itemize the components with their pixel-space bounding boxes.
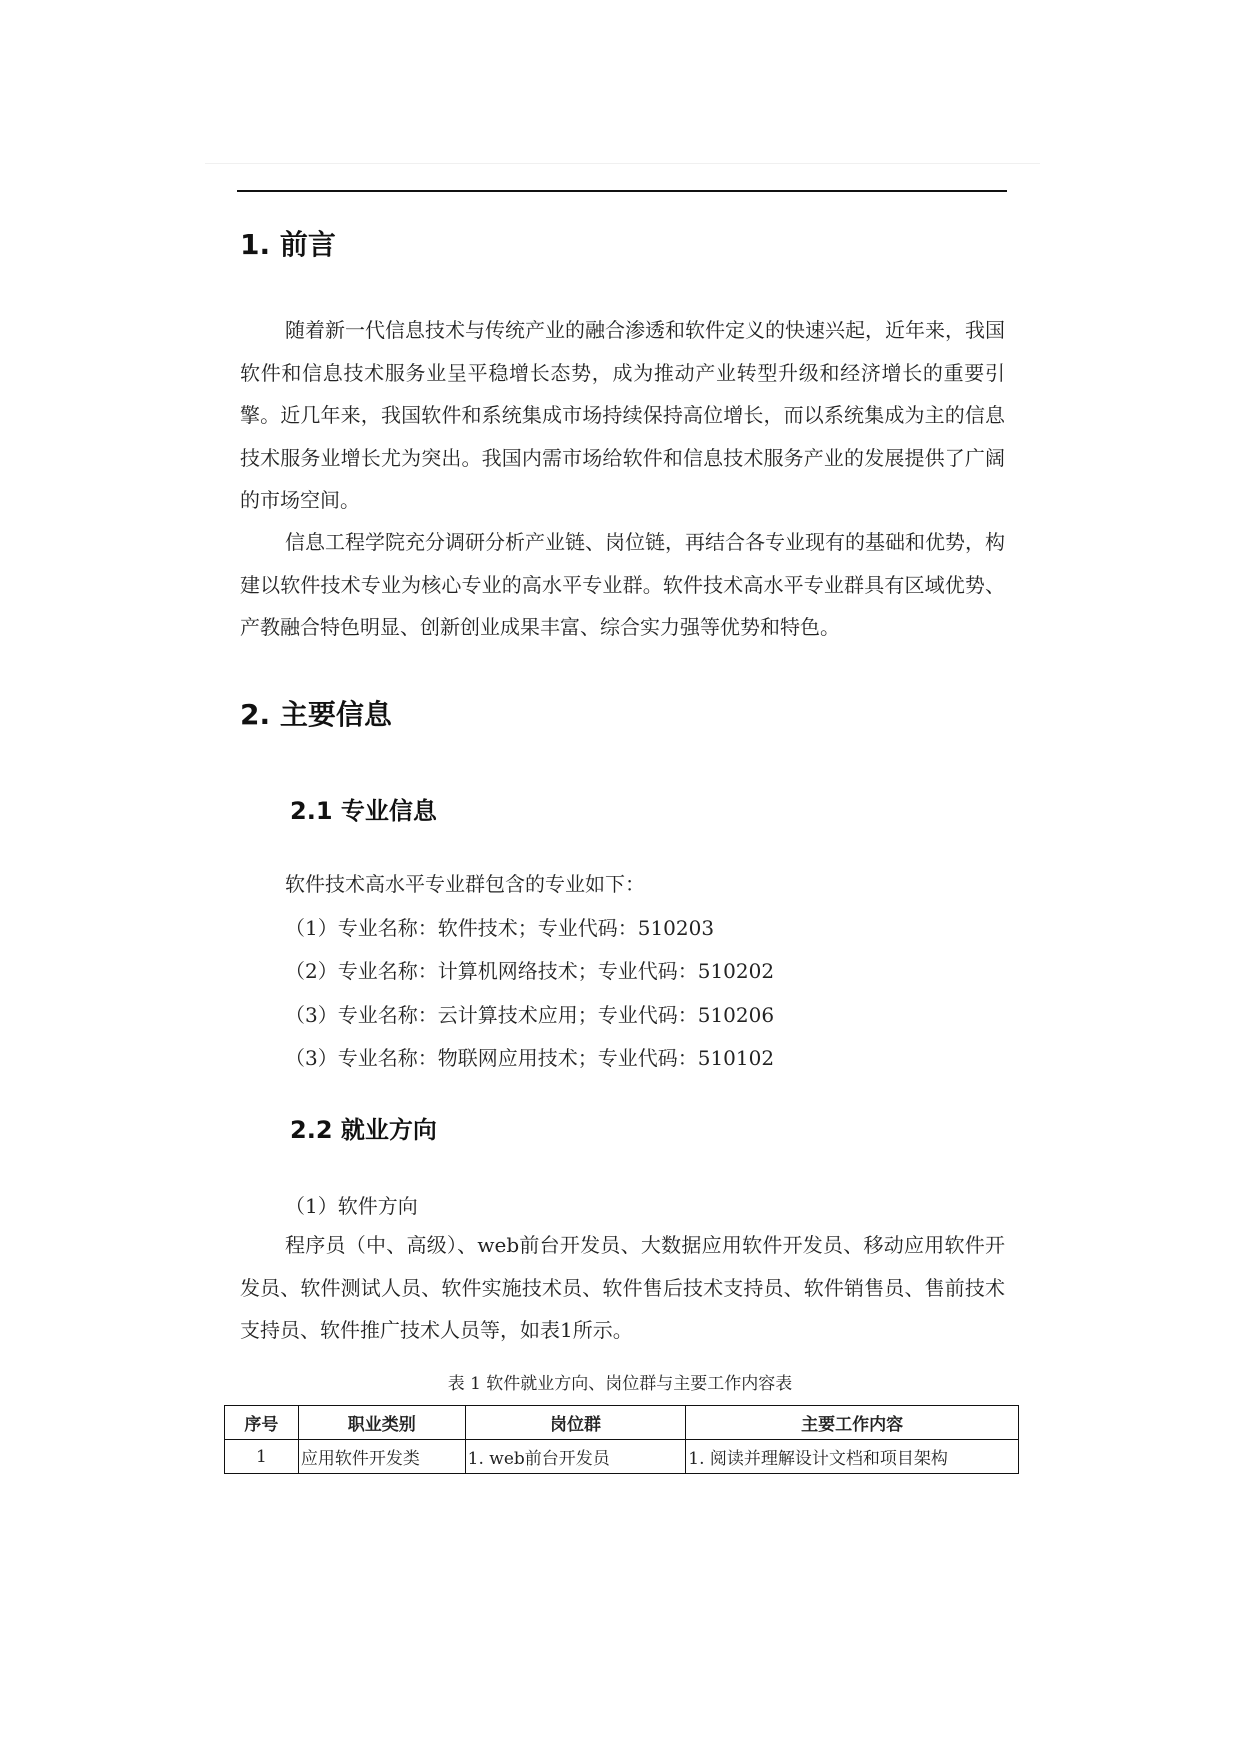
major-item: （2）专业名称：计算机网络技术；专业代码：510202 bbox=[285, 959, 775, 983]
cell-position-group: 1. web前台开发员 bbox=[465, 1440, 686, 1474]
cell-category: 应用软件开发类 bbox=[298, 1440, 465, 1474]
major-item: （3）专业名称：物联网应用技术；专业代码：510102 bbox=[285, 1046, 775, 1070]
header-cell-position-group: 岗位群 bbox=[465, 1406, 686, 1440]
subsection-2-1-heading: 2.1 专业信息 bbox=[290, 797, 437, 825]
header-rule bbox=[237, 190, 1007, 192]
page-top-shadow bbox=[205, 163, 1040, 164]
direction-label: （1）软件方向 bbox=[285, 1194, 418, 1218]
section-1-heading: 1. 前言 bbox=[240, 228, 336, 261]
table-header-row bbox=[225, 1406, 1019, 1440]
major-item: （1）专业名称：软件技术；专业代码：510203 bbox=[285, 916, 715, 940]
header-cell-index: 序号 bbox=[225, 1406, 299, 1440]
employment-paragraph: 程序员（中、高级）、web前台开发员、大数据应用软件开发员、移动应用软件开发员、软件测试人员、软件实施技术员、软件售后技术支持员、软件销售员、售前技术支持员、软件推广技术人员等，如表1所示。 bbox=[240, 1233, 1005, 1342]
majors-intro: 软件技术高水平专业群包含的专业如下： bbox=[285, 872, 645, 896]
section-2-heading: 2. 主要信息 bbox=[240, 698, 392, 731]
table-row bbox=[225, 1440, 1019, 1474]
subsection-2-2-heading: 2.2 就业方向 bbox=[290, 1116, 437, 1144]
cell-index: 1 bbox=[225, 1440, 299, 1474]
header-cell-category: 职业类别 bbox=[298, 1406, 465, 1440]
cell-main-work: 1. 阅读并理解设计文档和项目架构 bbox=[686, 1440, 1019, 1474]
intro-paragraph-1: 随着新一代信息技术与传统产业的融合渗透和软件定义的快速兴起，近年来，我国软件和信息技术服务业呈平稳增长态势，成为推动产业转型升级和经济增长的重要引擎。近几年来，我国软件和系统集成市场持续保持高位增长，而以系统集成为主的信息技术服务业增长尤为突出。我国内需市场给软件和信息技术服务产业的发展提供了广阔的市场空间。 bbox=[240, 318, 1005, 512]
major-item: （3）专业名称：云计算技术应用；专业代码：510206 bbox=[285, 1003, 775, 1027]
intro-paragraph-2: 信息工程学院充分调研分析产业链、岗位链，再结合各专业现有的基础和优势，构建以软件技术专业为核心专业的高水平专业群。软件技术高水平专业群具有区域优势、产教融合特色明显、创新创业成果丰富、综合实力强等优势和特色。 bbox=[240, 530, 1005, 639]
header-cell-main-work: 主要工作内容 bbox=[686, 1406, 1019, 1440]
table-caption: 表 1 软件就业方向、岗位群与主要工作内容表 bbox=[447, 1374, 793, 1394]
employment-table bbox=[224, 1405, 1019, 1474]
